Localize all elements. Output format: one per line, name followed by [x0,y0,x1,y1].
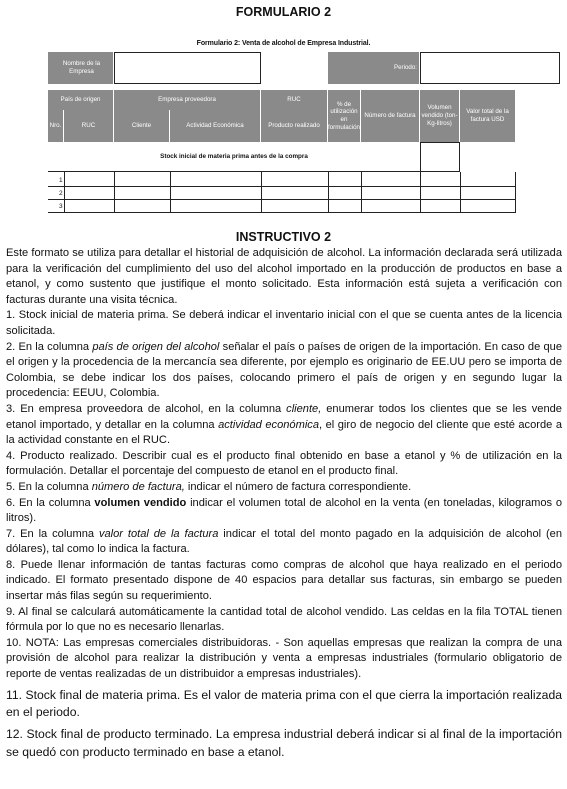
instruction-item: 9. Al final se calculará automáticamente la cantidad total de alcohol vendido. Las celdas en la fila TOTAL tienen fórmula por lo que no es necesario llenarlas. [6,605,562,634]
header-supplier: Empresa proveedora [114,90,261,110]
header-invoice-total: Valor total de la factura USD [460,90,515,142]
header-pct-usage: % de utilización en formulación [328,90,361,142]
header-invoice-number: Número de factura [361,90,420,142]
instruction-item: 10. NOTA: Las empresas comerciales distribuidoras. - Son aquellas empresas que realizan la compra de una provisión de alcohol para realizar la distribución y venta a empresas industriales (formulario obligatorio de reporte de ventas realizadas de un distribuidor a empresas industriales). [6,636,562,681]
form-subtitle: Formulario 2: Venta de alcohol de Empresa Industrial. [196,40,371,47]
instruction-item: 8. Puede llenar información de tantas facturas como compras de alcohol que haya realizado en el periodo indicado. El formato presentado dispone de 40 espacios para detallar sus facturas, sin embargo se pueden insertar más filas según su requerimiento. [6,558,562,603]
header-client: Cliente [114,110,170,142]
row-number: 2 [59,190,63,197]
stock-initial-field[interactable] [420,142,460,172]
instruction-item: 6. En la columna volumen vendido indicar el volumen total de alcohol en la venta (en toneladas, kilogramos o litros). [6,496,563,525]
instructions-title: INSTRUCTIVO 2 [235,230,332,244]
header-product: Producto realizado [261,110,328,142]
stock-initial-label: Stock inicial de materia prima antes de la compra [48,142,420,172]
company-name-label: Nombre de la Empresa [48,52,114,84]
row-number: 1 [59,177,63,184]
sales-form [48,52,560,215]
instructions-intro: Este formato se utiliza para detallar el historial de adquisición de alcohol. La información declarada será utilizada para la verificación del cumplimiento del uso del alcohol importado en la producción de productos en base a etanol, y como sustento que justifique el monto solicitado. Esta información está sujeta a verificación con facturas durante una visita técnica. [6,247,562,306]
instruction-item: 12. Stock final de producto terminado. La empresa industrial deberá indicar si al final de la importación se quedó con producto terminado en base a etanol. [6,727,562,760]
instruction-item: 1. Stock inicial de materia prima. Se deberá indicar el inventario inicial con el que se cuenta antes de la licencia solicitada. [6,309,562,337]
header-volume-sold: Volumen vendido (ton-Kg-litros) [420,90,460,142]
row-number: 3 [59,203,63,210]
instruction-item: 2. En la columna país de origen del alcohol señalar el país o países de origen de la importación. En caso de que el origen y la procedencia de la mercancía sea diferente, por ejemplo es originario de EE.UU pero se importa de Colombia, se debe indicar los dos países, colocando primero el país de origen y en segundo lugar la procedencia: EEUU, Colombia. [6,340,562,400]
header-economic-activity: Actividad Económica [170,110,261,142]
form-title: FORMULARIO 2 [235,5,332,19]
period-label: Periodo: [328,52,420,84]
company-name-field[interactable] [114,52,261,84]
instructions-body [6,246,562,762]
instruction-item: 4. Producto realizado. Describir cual es el producto final obtenido en base a etanol y % de utilización en la formulación. Detallar el porcentaje del compuesto de etanol en el producto final. [6,449,562,478]
instruction-item: 11. Stock final de materia prima. Es el valor de materia prima con el que cierra la importación realizada en el periodo. [6,687,562,720]
header-nro: Nro. [48,110,64,142]
period-field[interactable] [420,52,560,84]
header-ruc: RUC [261,90,328,110]
header-origin-country: País de origen [48,90,114,110]
header-sub-ruc: RUC [64,110,114,142]
instruction-item: 5. En la columna número de factura, indicar el número de factura correspondiente. [6,480,412,493]
instruction-item: 7. En la columna valor total de la factura indicar el total del monto pagado en la adquisición de alcohol (en dólares), tal como lo indica la factura. [6,527,563,556]
instruction-item: 3. En empresa proveedora de alcohol, en la columna cliente, enumerar todos los clientes que se les vende etanol importado, y detallar en la columna actividad económica, el giro de negocio del cliente que esté acorde a la actividad constante en el RUC. [6,402,562,447]
